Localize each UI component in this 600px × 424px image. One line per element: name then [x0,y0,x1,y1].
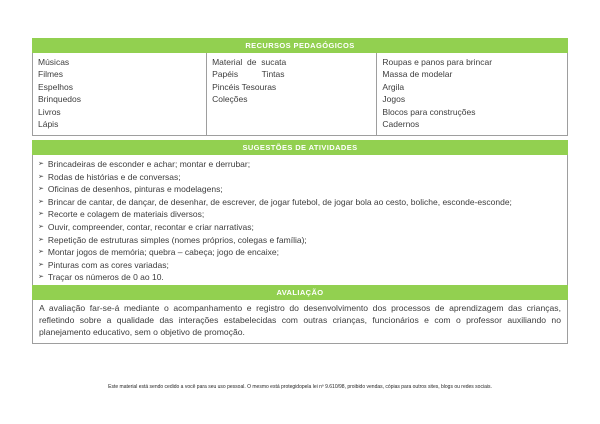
activity-text: Recorte e colagem de materiais diversos; [47,209,205,220]
activity-text: Ouvir, compreender, contar, recontar e criar narrativas; [47,221,254,232]
activity-item [38,222,561,235]
avaliacao-title: AVALIAÇÃO [276,288,324,297]
resource-item: Livros [38,106,61,117]
activity-item [38,235,561,248]
avaliacao-paragraph: A avaliação far-se-á mediante o acompanhamento e registro do desenvolvimento dos processos de aprendizagem das crianças, refletindo sobre a qualidade das interações estabelecidas com outras crianças, funcionários e com o professor auxiliando no planejamento educativo, sem o objetivo de promoção. [32,300,568,344]
resource-item: Músicas [38,57,70,67]
arrow-bullet-icon: ➢ [38,198,44,206]
activity-text: Oficinas de desenhos, pinturas e modelagens; [47,184,223,195]
activity-item [38,272,561,285]
arrow-bullet-icon: ➢ [38,160,44,168]
activity-text: Brincadeiras de esconder e achar; montar e derrubar; [47,159,251,169]
resource-item: Coleções [212,94,248,105]
resource-item: Papéis Tintas [212,69,285,80]
activity-text: Repetição de estruturas simples (nomes próprios, colegas e família); [47,234,307,245]
arrow-bullet-icon: ➢ [38,273,44,281]
resource-item: Roupas e panos para brincar [382,57,493,67]
arrow-bullet-icon: ➢ [38,185,44,193]
activity-item [38,247,561,260]
section-avaliacao [32,285,568,344]
resource-item: Cadernos [382,119,420,130]
arrow-bullet-icon: ➢ [38,173,44,181]
resource-item: Brinquedos [38,94,82,105]
arrow-bullet-icon: ➢ [38,210,44,218]
resource-item: Espelhos [38,81,73,92]
recursos-column-1 [33,53,207,135]
atividades-list [32,155,568,291]
activity-item [38,184,561,197]
resource-item: Massa de modelar [382,69,453,80]
avaliacao-header-bar [32,285,568,300]
resource-item: Filmes [38,69,64,80]
activity-text: Brincar de cantar, de dançar, de desenhar, de escrever, de jogar futebol, de jogar bola ao cesto, boliche, esconde-esconde; [47,196,512,207]
arrow-bullet-icon: ➢ [38,261,44,269]
section-recursos-pedagogicos [32,38,568,136]
section-sugestoes-atividades [32,140,568,291]
activity-item [38,260,561,273]
resource-item: Pincéis Tesouras [212,81,277,92]
atividades-header-bar [32,140,568,155]
activity-text: Pinturas com as cores variadas; [47,259,169,270]
resource-item: Argila [382,81,405,92]
recursos-table [32,53,568,136]
activity-text: Montar jogos de memória; quebra – cabeça; jogo de encaixe; [47,247,279,258]
resource-item: Jogos [382,94,406,105]
activity-item [38,197,561,210]
recursos-column-2 [207,53,377,135]
activity-item [38,172,561,185]
recursos-title: RECURSOS PEDAGÓGICOS [245,41,355,50]
arrow-bullet-icon: ➢ [38,236,44,244]
copyright-footer: Este material está sendo cedido a você para seu uso pessoal. O mesmo está protegidopela lei nº 9.610/98, proibido vendas, cópias para outros sites, blogs ou redes sociais. [108,384,492,390]
activity-text: Rodas de histórias e de conversas; [47,171,181,182]
resource-item: Lápis [38,119,59,130]
arrow-bullet-icon: ➢ [38,248,44,256]
resource-item: Blocos para construções [382,106,476,117]
arrow-bullet-icon: ➢ [38,223,44,231]
recursos-column-3 [377,53,567,135]
activity-text: Traçar os números de 0 ao 10. [47,272,164,283]
recursos-header-bar [32,38,568,53]
atividades-title: SUGESTÕES DE ATIVIDADES [242,143,358,152]
resource-item: Material de sucata [212,57,287,67]
activity-item [38,159,561,172]
activity-item [38,209,561,222]
